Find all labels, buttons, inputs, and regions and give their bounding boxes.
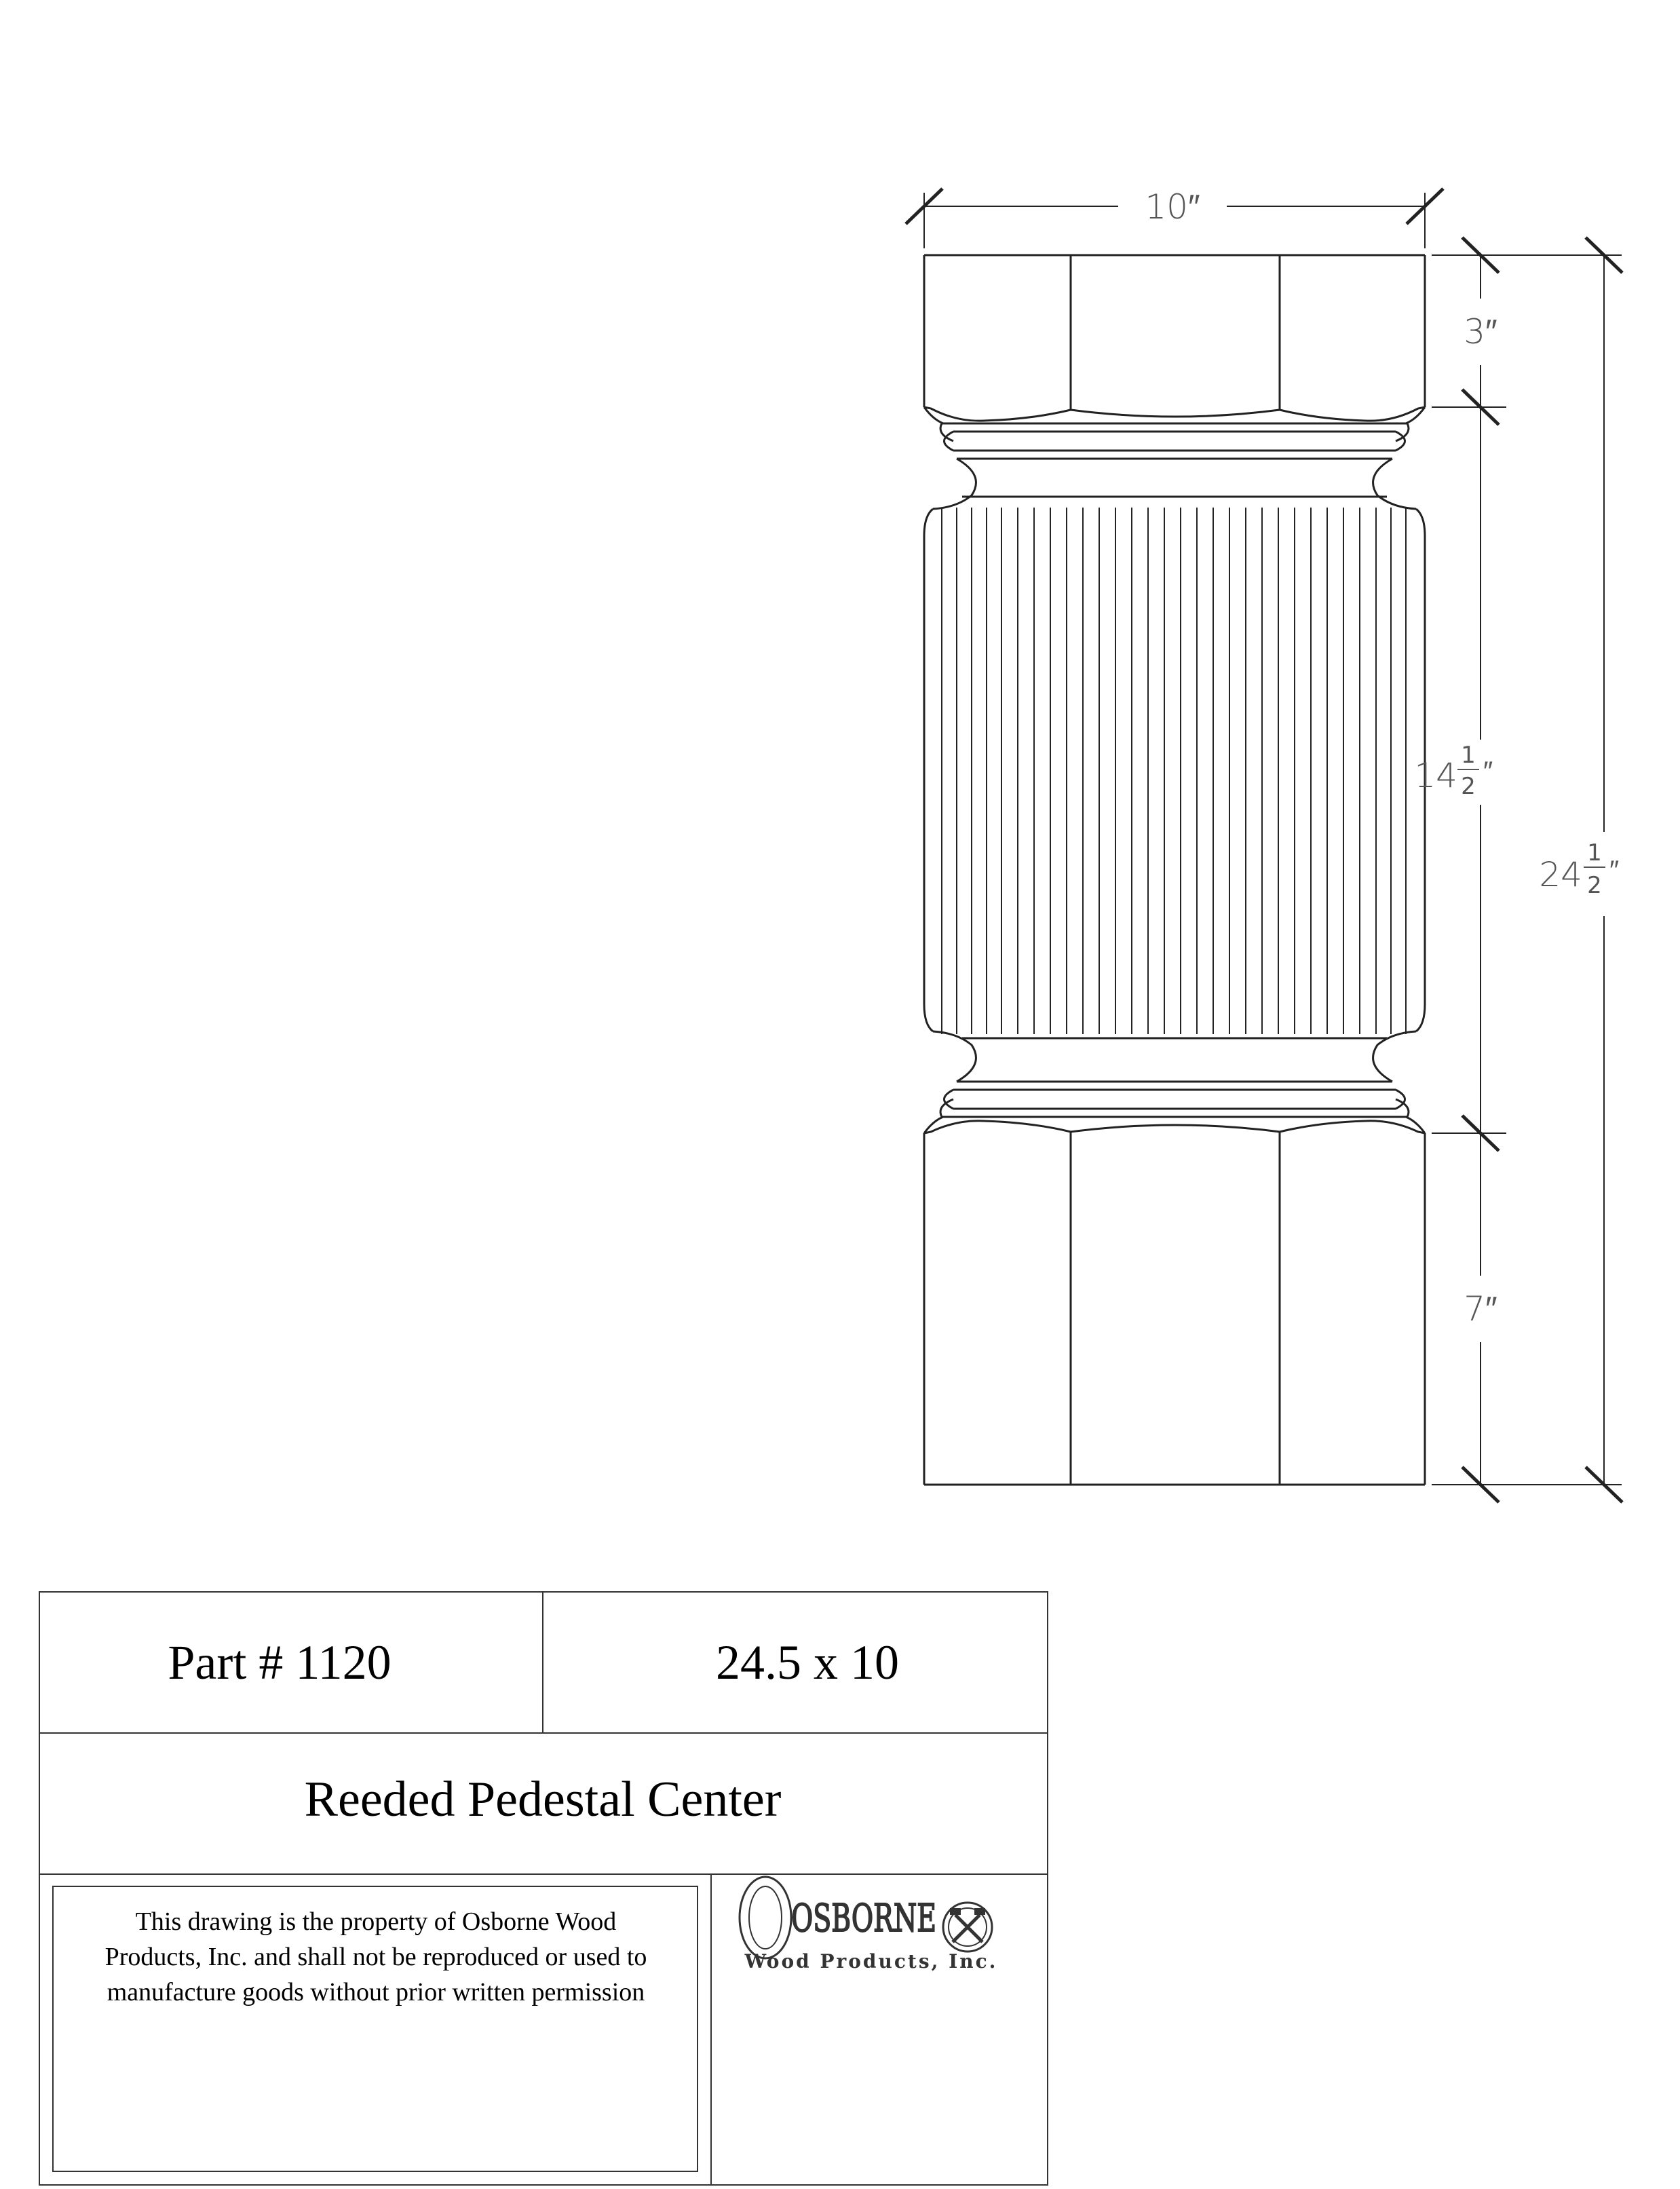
overall-dimension [1539, 839, 1619, 899]
top-block [924, 255, 1425, 423]
center-dimension-denominator: 2 [1461, 773, 1476, 800]
logo-subtitle: Wood Products, Inc. [744, 1950, 998, 1973]
lower-collar [933, 1031, 1416, 1117]
bottom-block [924, 1117, 1425, 1485]
copyright-notice [105, 1907, 647, 2006]
top-block-dimension: 3″ [1464, 312, 1497, 351]
notice-line-1: This drawing is the property of Osborne Wood [135, 1907, 617, 1936]
overall-dimension-unit: ″ [1609, 855, 1620, 886]
logo-name: OSBORNE [791, 1897, 936, 1941]
part-size: 24.5 x 10 [716, 1635, 899, 1690]
part-number: Part # 1120 [168, 1635, 392, 1690]
overall-dimension-denominator: 2 [1587, 872, 1602, 899]
notice-line-2: Products, Inc. and shall not be reproduced or used to [104, 1943, 647, 1971]
center-dimension [1414, 742, 1493, 800]
center-dimension-numerator: 1 [1461, 742, 1476, 769]
bottom-block-dimension: 7″ [1464, 1289, 1497, 1329]
title-block [39, 1592, 1048, 2185]
overall-dimension-whole: 24 [1539, 855, 1582, 894]
hammer-crossed-icon [943, 1903, 992, 1952]
osborne-logo [740, 1877, 997, 1973]
center-dimension-whole: 14 [1414, 756, 1457, 795]
reed-lines [942, 508, 1406, 1034]
center-dimension-unit: ″ [1483, 756, 1493, 787]
dimension-labels [1145, 187, 1619, 1329]
width-dimension: 10″ [1145, 187, 1200, 227]
reeded-shaft [924, 497, 1425, 1038]
part-description: Reeded Pedestal Center [304, 1772, 782, 1827]
dimension-lines [906, 189, 1622, 1502]
notice-line-3: manufacture goods without prior written permission [107, 1978, 645, 2006]
pedestal [924, 255, 1425, 1485]
overall-dimension-numerator: 1 [1587, 839, 1602, 867]
